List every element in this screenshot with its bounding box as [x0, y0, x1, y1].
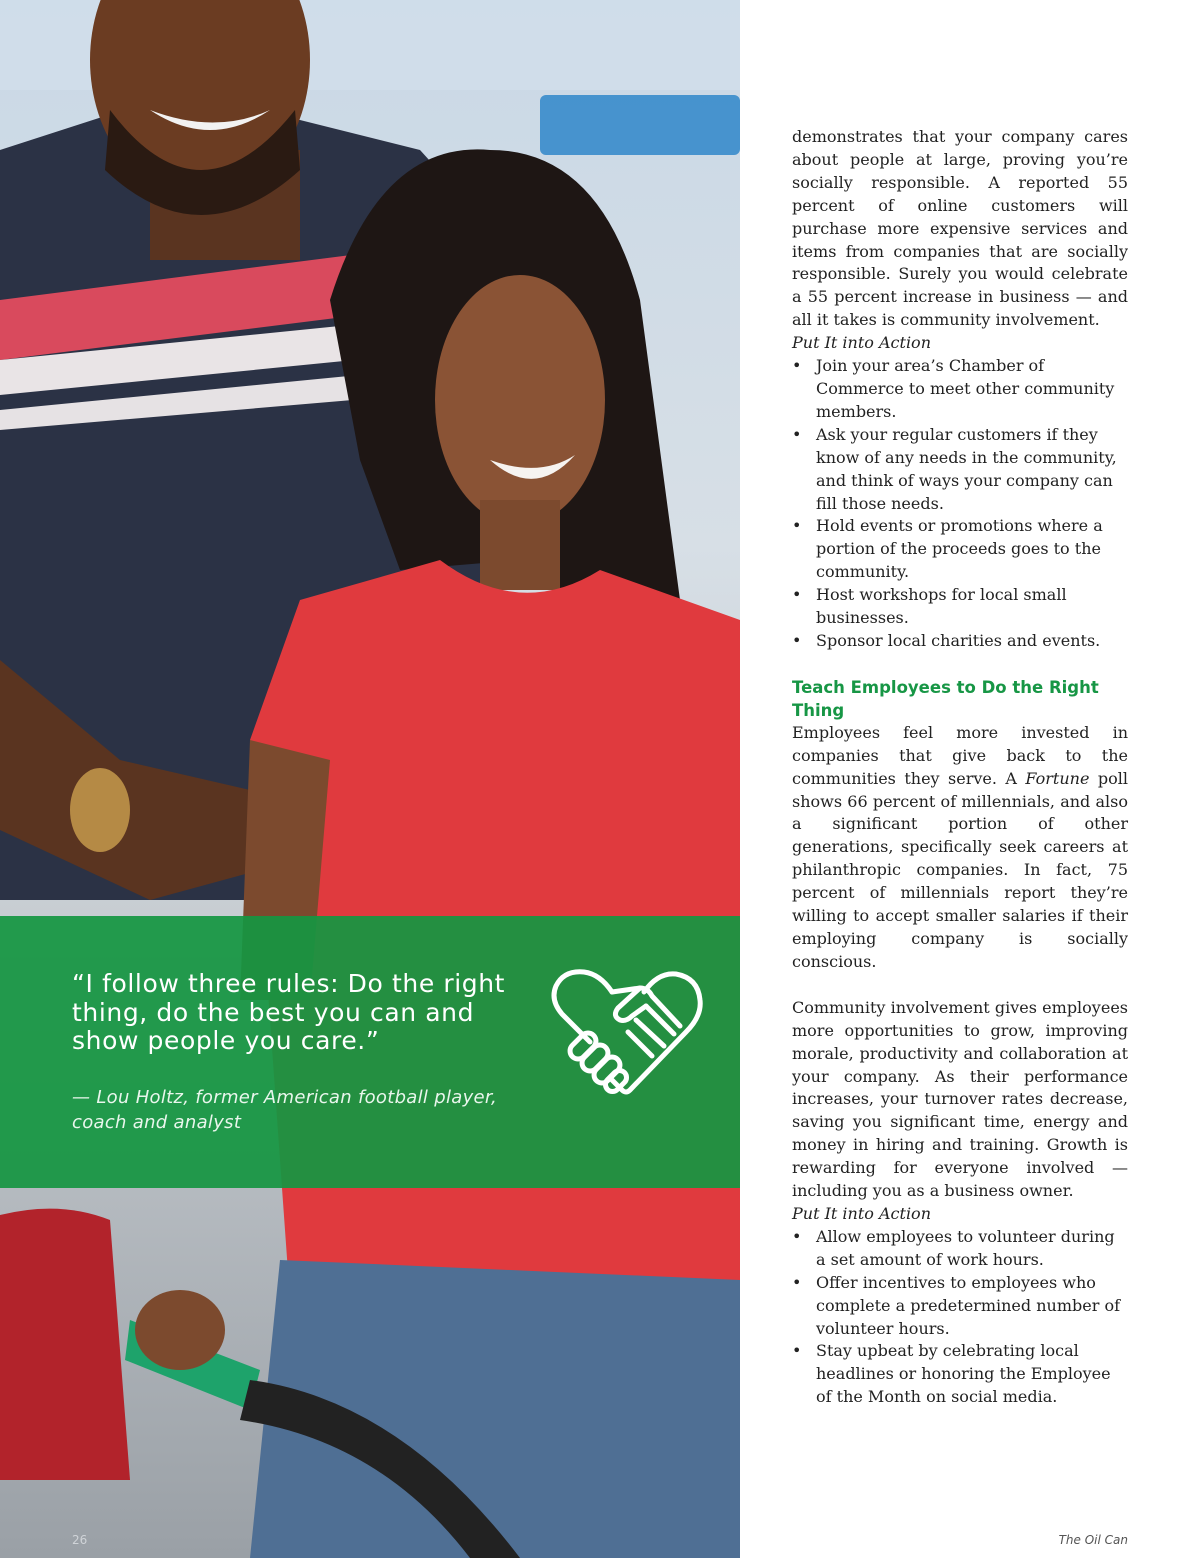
section-paragraph [792, 722, 1128, 974]
paragraph-text: Employees feel more invested in companies that give back to the communities they serve. A [792, 722, 1128, 788]
section-paragraph: Community involvement gives employees more opportunities to grow, improving morale, productivity and collaboration at your company. As their performance increases, your turnover rates decrease, saving you significant time, energy and money in hiring and training. Growth is rewarding for everyone involved — including you as a business owner. [792, 997, 1128, 1201]
list-item: • Join your area’s Chamber of Commerce to meet other community members. [792, 355, 1128, 424]
section-heading: Teach Employees to Do the Right Thing [792, 677, 1099, 720]
list-item: • Host workshops for local small businesses. [792, 584, 1128, 630]
intro-paragraph: demonstrates that your company cares about people at large, proving you’re socially responsible. A reported 55 percent of online customers will purchase more expensive services and items from companies that are socially responsible. Surely you would celebrate a 55 percent increase in business — and all it takes is community involvement. [792, 127, 1128, 330]
action-label: Put It into Action [792, 1203, 931, 1223]
publication-reference: Fortune [1025, 768, 1090, 788]
action-list [792, 1226, 1128, 1409]
page-number: 26 [72, 1533, 88, 1547]
list-item: • Allow employees to volunteer during a set amount of work hours. [792, 1226, 1128, 1272]
article-column [792, 126, 1128, 1409]
handshake-heart-icon [548, 966, 708, 1108]
list-item: • Hold events or promotions where a portion of the proceeds goes to the community. [792, 515, 1128, 584]
pull-quote: “I follow three rules: Do the right thing, do the best you can and show people you care.” [72, 969, 506, 1055]
action-label: Put It into Action [792, 333, 931, 353]
quote-attribution: — Lou Holtz, former American football player, coach and analyst [72, 1087, 498, 1133]
list-item: • Offer incentives to employees who complete a predetermined number of volunteer hours. [792, 1272, 1128, 1341]
paragraph-text: poll shows 66 percent of millennials, and also a significant portion of other generations, specifically seek careers at philanthropic companies. In fact, 75 percent of millennials report they’re willing to accept smaller salaries if their employing company is socially conscious. [792, 768, 1128, 971]
publication-name: The Oil Can [1058, 1533, 1128, 1547]
list-item: • Sponsor local charities and events. [792, 630, 1128, 653]
list-item: • Stay upbeat by celebrating local headlines or honoring the Employee of the Month on social media. [792, 1340, 1128, 1409]
list-item: • Ask your regular customers if they know of any needs in the community, and think of ways your company can fill those needs. [792, 424, 1128, 516]
action-list [792, 355, 1128, 653]
